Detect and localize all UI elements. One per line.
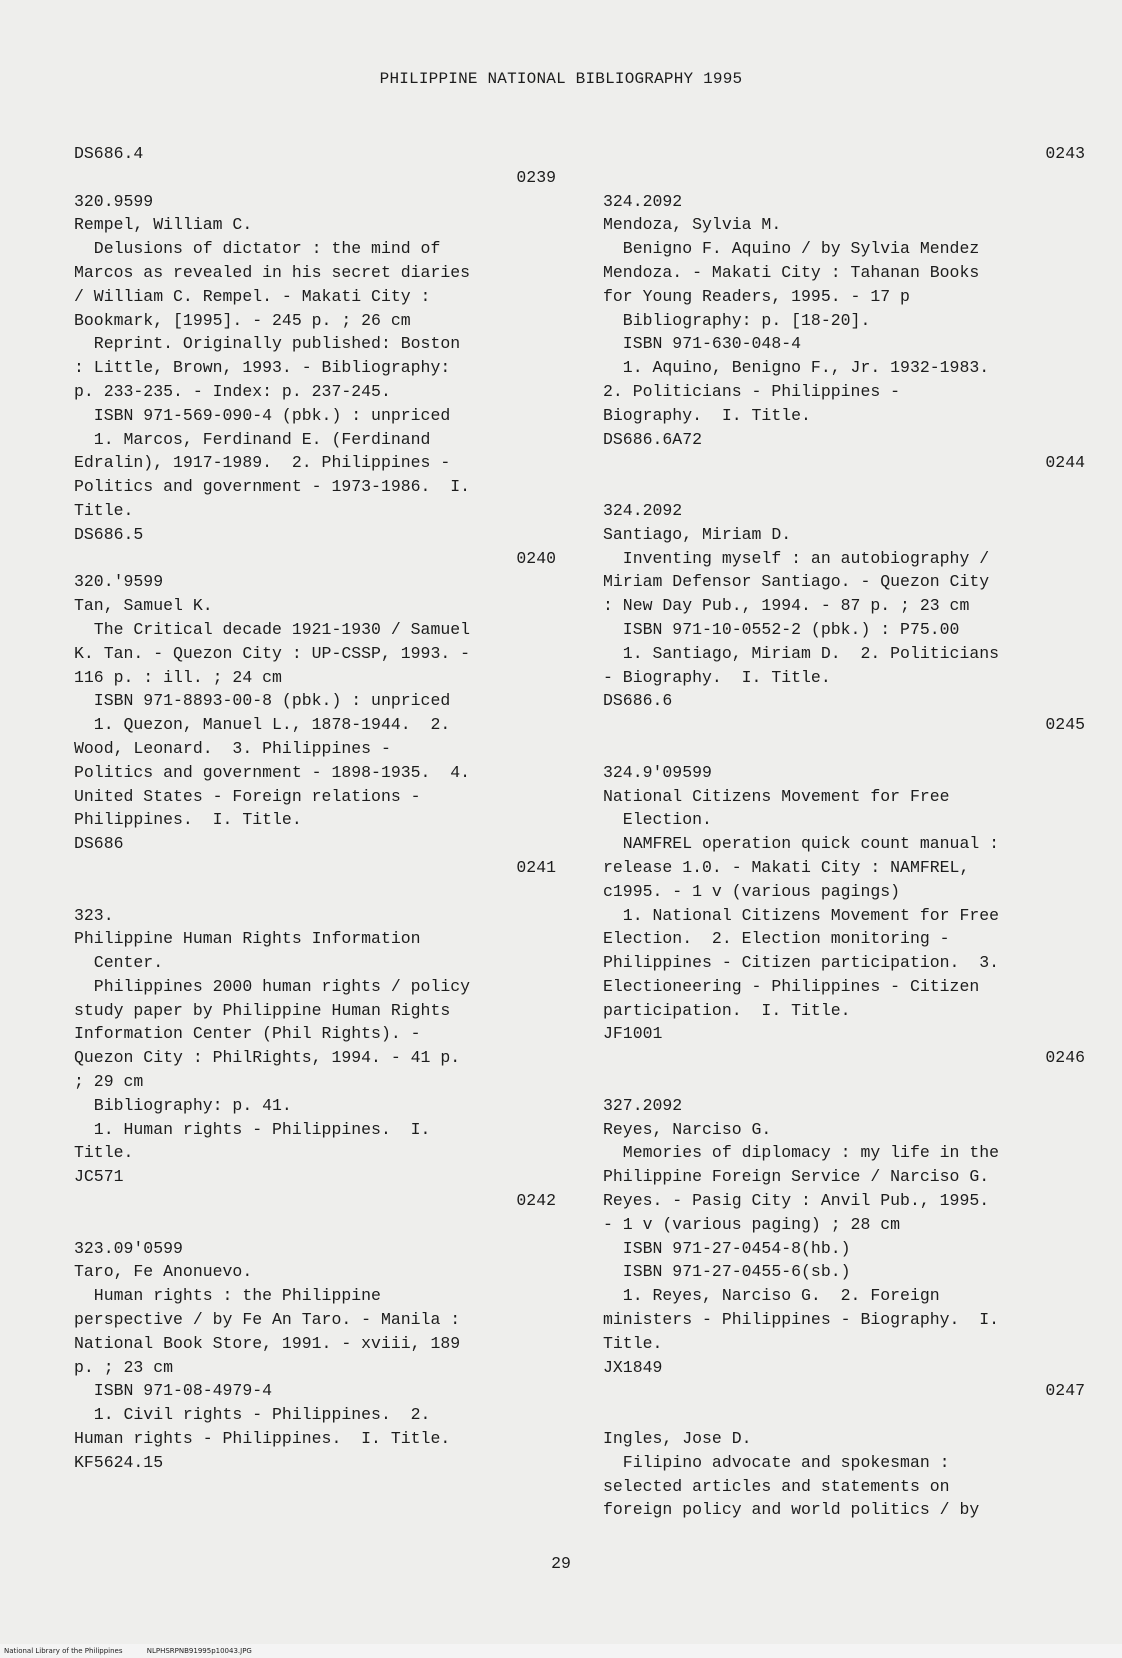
scan-footer [0,1644,1122,1658]
text-line: 320.9599 [74,191,154,211]
text-line: p. ; 23 cm [74,1357,174,1377]
text-line: Information Center (Phil Rights). - [74,1024,421,1044]
text-line: Philippines - Citizen participation. 3. [603,953,1000,973]
text-line: K. Tan. - Quezon City : UP-CSSP, 1993. - [74,643,471,663]
spacer [603,1070,1085,1094]
text-line: ISBN 971-08-4979-4 [74,1381,273,1401]
text-line: Electioneering - Philippines - Citizen [603,976,980,996]
text-line: ; 29 cm [74,1072,144,1092]
spacer [603,1403,1085,1427]
text-line: - Biography. I. Title. [603,667,831,687]
entry-number: 0244 [1045,453,1085,473]
text-line: Reyes. - Pasig City : Anvil Pub., 1995. [603,1191,990,1211]
text-line: 1. Human rights - Philippines. I. [74,1119,431,1139]
text-line: 324.2092 [603,191,683,211]
text-line: Santiago, Miriam D. [603,524,792,544]
text-line: ISBN 971-27-0454-8(hb.) [603,1238,851,1258]
text-line: National Book Store, 1991. - xviii, 189 [74,1333,461,1353]
text-line: Biography. I. Title. [603,405,811,425]
text-line: 324.9'09599 [603,762,712,782]
text-line: Memories of diplomacy : my life in the [603,1143,1000,1163]
text-line: The Critical decade 1921-1930 / Samuel [74,619,471,639]
text-line: release 1.0. - Makati City : NAMFREL, [603,857,970,877]
text-line: DS686.4 [74,144,144,163]
text-line: 320.'9599 [74,572,164,592]
text-line: 1. National Citizens Movement for Free [603,905,1000,925]
entry-number: 0246 [1045,1048,1085,1068]
text-line: Ingles, Jose D. [603,1429,752,1449]
spacer [74,880,556,904]
text-line: National Citizens Movement for Free [603,786,950,806]
text-line: DS686.6A72 [603,429,703,449]
text-line: Title. [74,500,134,520]
spacer [74,1213,556,1237]
page-number: 29 [551,1554,571,1573]
text-line: Quezon City : PhilRights, 1994. - 41 p. [74,1048,461,1068]
text-line: Inventing myself : an autobiography / [603,548,990,568]
text-line: DS686.6 [603,691,673,711]
text-line: 1. Aquino, Benigno F., Jr. 1932-1983. [603,358,990,378]
text-line: Election. 2. Election monitoring - [603,929,950,949]
text-line: ISBN 971-8893-00-8 (pbk.) : unpriced [74,691,451,711]
text-line: ISBN 971-569-090-4 (pbk.) : unpriced [74,405,451,425]
text-line: KF5624.15 [74,1452,164,1472]
text-line: 1. Quezon, Manuel L., 1878-1944. 2. [74,715,451,735]
page-header: PHILIPPINE NATIONAL BIBLIOGRAPHY 1995 [379,70,743,88]
text-line: ISBN 971-630-048-4 [603,334,802,354]
text-line: 116 p. : ill. ; 24 cm [74,667,282,687]
text-line: 323.09'0599 [74,1238,183,1258]
text-line: Politics and government - 1898-1935. 4. [74,762,471,782]
text-line: Philippines 2000 human rights / policy [74,976,471,996]
text-line: NAMFREL operation quick count manual : [603,834,1000,854]
text-line: Tan, Samuel K. [74,596,213,616]
text-line: Philippine Foreign Service / Narciso G. [603,1167,990,1187]
spacer [603,737,1085,761]
text-line: : New Day Pub., 1994. - 87 p. ; 23 cm [603,596,970,616]
text-line: ISBN 971-10-0552-2 (pbk.) : P75.00 [603,619,960,639]
text-line: Reyes, Narciso G. [603,1119,772,1139]
entry-number: 0240 [516,548,556,568]
text-line: Bibliography: p. [18-20]. [603,310,871,330]
text-line: c1995. - 1 v (various pagings) [603,881,901,901]
text-line: selected articles and statements on [603,1476,950,1496]
left-column [74,142,556,1475]
text-line: DS686.5 [74,524,144,544]
text-line: Wood, Leonard. 3. Philippines - [74,738,391,758]
text-line: 1. Marcos, Ferdinand E. (Ferdinand [74,429,431,449]
text-line: study paper by Philippine Human Rights [74,1000,451,1020]
text-line: for Young Readers, 1995. - 17 p [603,286,910,306]
text-line: Mendoza. - Makati City : Tahanan Books [603,262,980,282]
text-line: ISBN 971-27-0455-6(sb.) [603,1262,851,1282]
text-line: Human rights - Philippines. I. Title. [74,1429,451,1449]
spacer [603,475,1085,499]
text-line: Title. [603,1333,663,1353]
text-line: Rempel, William C. [74,215,253,235]
entry-number: 0239 [516,167,556,187]
footer-filename: NLPHSRPNB91995p10043.JPG [146,1647,252,1655]
text-line: Bookmark, [1995]. - 245 p. ; 26 cm [74,310,411,330]
text-line: Filipino advocate and spokesman : [603,1452,950,1472]
text-line: Reprint. Originally published: Boston [74,334,461,354]
text-line: 2. Politicians - Philippines - [603,381,901,401]
text-line: / William C. Rempel. - Makati City : [74,286,431,306]
text-line: 1. Civil rights - Philippines. 2. [74,1405,431,1425]
text-line: 323. [74,905,114,925]
text-line: Philippines. I. Title. [74,810,302,830]
text-line: Marcos as revealed in his secret diaries [74,262,471,282]
text-line: participation. I. Title. [603,1000,851,1020]
entry-number: 0247 [1045,1381,1085,1401]
text-line: JF1001 [603,1024,663,1044]
text-line: Mendoza, Sylvia M. [603,215,782,235]
text-line: Taro, Fe Anonuevo. [74,1262,253,1282]
footer-source: National Library of the Philippines [4,1647,123,1655]
text-line: Center. [74,953,164,973]
entry-number: 0243 [1045,144,1085,163]
right-column [603,142,1085,1522]
text-line: Human rights : the Philippine [74,1286,381,1306]
entry-number: 0245 [1045,715,1085,735]
text-line: Politics and government - 1973-1986. I. [74,477,471,497]
text-line: DS686 [74,834,124,854]
text-line: United States - Foreign relations - [74,786,421,806]
text-line: 324.2092 [603,500,683,520]
text-line: foreign policy and world politics / by [603,1500,980,1520]
text-line: Miriam Defensor Santiago. - Quezon City [603,572,990,592]
text-line: Benigno F. Aquino / by Sylvia Mendez [603,239,980,259]
text-line: Edralin), 1917-1989. 2. Philippines - [74,453,451,473]
text-line: Title. [74,1143,134,1163]
text-line: 327.2092 [603,1095,683,1115]
text-line: JX1849 [603,1357,663,1377]
text-line: Bibliography: p. 41. [74,1095,292,1115]
text-line: : Little, Brown, 1993. - Bibliography: [74,358,451,378]
text-line: p. 233-235. - Index: p. 237-245. [74,381,391,401]
text-line: perspective / by Fe An Taro. - Manila : [74,1310,461,1330]
text-line: Philippine Human Rights Information [74,929,421,949]
text-line: Election. [603,810,712,830]
text-line: ministers - Philippines - Biography. I. [603,1310,1000,1330]
text-line: JC571 [74,1167,124,1187]
entry-number: 0241 [516,857,556,877]
text-line: 1. Reyes, Narciso G. 2. Foreign [603,1286,940,1306]
spacer [603,166,1085,190]
text-line: Delusions of dictator : the mind of [74,239,441,259]
text-line: - 1 v (various paging) ; 28 cm [603,1214,901,1234]
text-line: 1. Santiago, Miriam D. 2. Politicians [603,643,1000,663]
entry-number: 0242 [516,1191,556,1211]
